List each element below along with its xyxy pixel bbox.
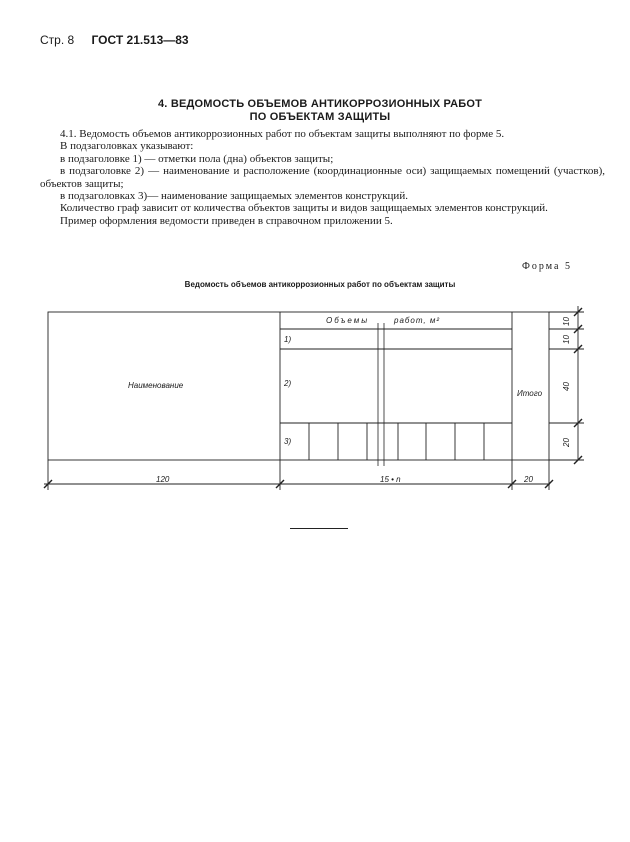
total-column-label: Итого [517,389,543,398]
standard-code: ГОСТ 21.513—83 [91,33,189,47]
section-title-line2: ПО ОБЪЕКТАМ ЗАЩИТЫ [249,111,391,123]
table-frame [48,312,549,460]
section-title-line1: 4. ВЕДОМОСТЬ ОБЪЕМОВ АНТИКОРРОЗИОННЫХ РАБОТ [157,98,482,110]
subheading-3: 3) [284,437,292,446]
dimension-columns-width: 15 • n [380,475,401,484]
dimension-row-height: 10 [562,335,571,344]
paragraph: Количество граф зависит от количества объектов защиты и видов защищаемых элементов конструкций. [60,202,548,215]
paragraph: в подзаголовках 3)— наименование защищаемых элементов конструкций. [60,190,408,203]
name-column-label: Наименование [128,381,184,390]
work-units-label: работ, м² [394,316,441,325]
paragraph: 4.1. Ведомость объемов антикоррозионных работ по объектам защиты выполняют по форме 5. [60,128,505,140]
paragraph: в подзаголовке 2) — наименование и расположение (координационные оси) защищаемых помещений (участков), объектов защиты; [40,165,605,190]
paragraph: Пример оформления ведомости приведен в справочном приложении 5. [60,214,393,227]
form-title: Ведомость объемов антикоррозионных работ по объектам защиты [184,280,456,289]
subheading-1: 1) [284,335,292,344]
dimension-row-height: 40 [562,382,571,391]
dimension-row-height: 20 [562,438,571,447]
end-divider [290,528,348,529]
dimension-total-width: 20 [524,475,533,484]
dimension-name-width: 120 [156,475,170,484]
page-number: Стр. 8 [40,33,75,47]
form-label: Форма 5 [522,261,572,272]
volumes-label: Объемы [326,316,370,325]
dimension-row-height: 10 [562,317,571,326]
paragraph: В подзаголовках указывают: [60,140,194,153]
paragraph: в подзаголовке 1) — отметки пола (дна) объектов защиты; [60,152,334,165]
subheading-2: 2) [284,379,292,388]
